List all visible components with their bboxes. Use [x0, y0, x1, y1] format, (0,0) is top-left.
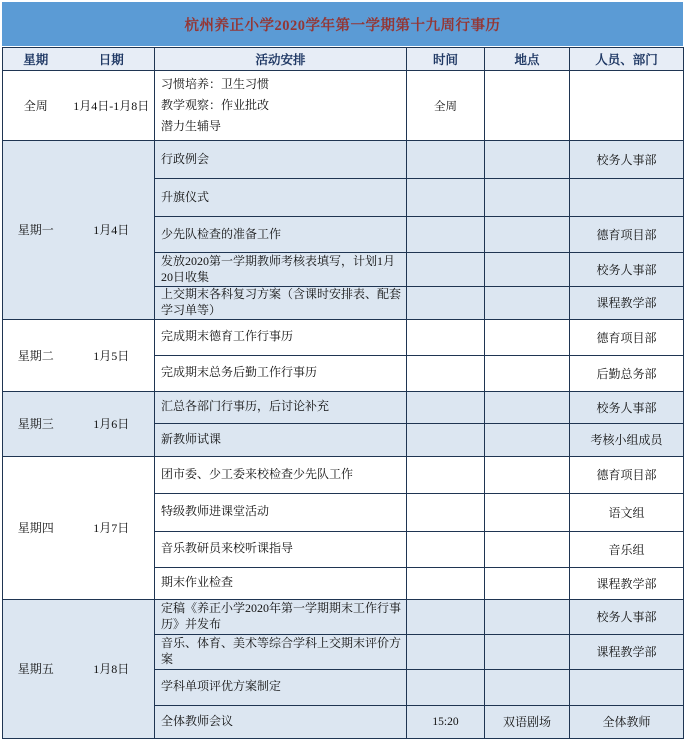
- place-cell: [485, 179, 570, 217]
- time-cell: [407, 141, 485, 179]
- people-cell: 校务人事部: [570, 391, 684, 423]
- activity-cell: 上交期末各科复习方案（含课时安排表、配套学习单等）: [155, 287, 407, 320]
- time-cell: [407, 493, 485, 531]
- place-cell: [485, 493, 570, 531]
- date-cell: 1月7日: [69, 456, 155, 599]
- place-cell: [485, 141, 570, 179]
- place-cell: [485, 217, 570, 253]
- people-cell: 校务人事部: [570, 141, 684, 179]
- table-row: [3, 141, 684, 179]
- date-cell: 1月4日-1月8日: [69, 71, 155, 141]
- people-cell: 校务人事部: [570, 599, 684, 634]
- table-header: [3, 48, 684, 71]
- activity-line: 潜力生辅导: [161, 119, 222, 133]
- place-cell: [485, 669, 570, 705]
- people-cell: 语文组: [570, 493, 684, 531]
- table-row: [3, 599, 684, 634]
- week-cell: 星期三: [3, 391, 69, 456]
- date-cell: 1月6日: [69, 391, 155, 456]
- schedule-table: [2, 47, 684, 739]
- activity-line: 习惯培养：卫生习惯: [161, 77, 270, 91]
- col-header-activity: 活动安排: [155, 48, 407, 71]
- activity-cell: 音乐教研员来校听课指导: [155, 531, 407, 567]
- time-cell: [407, 253, 485, 287]
- table-body: [3, 71, 684, 739]
- place-cell: [485, 287, 570, 320]
- date-cell: 1月4日: [69, 141, 155, 320]
- time-cell: [407, 669, 485, 705]
- people-cell: [570, 179, 684, 217]
- place-cell: [485, 423, 570, 456]
- place-cell: [485, 253, 570, 287]
- time-cell: [407, 634, 485, 669]
- col-header-date: 日期: [69, 48, 155, 71]
- people-cell: 后勤总务部: [570, 355, 684, 391]
- activity-cell: 期末作业检查: [155, 567, 407, 599]
- activity-cell: 完成期末总务后勤工作行事历: [155, 355, 407, 391]
- week-cell: 星期五: [3, 599, 69, 738]
- time-cell: [407, 456, 485, 493]
- col-header-time: 时间: [407, 48, 485, 71]
- time-cell: [407, 599, 485, 634]
- week-cell: 星期一: [3, 141, 69, 320]
- week-cell: 全周: [3, 71, 69, 141]
- activity-cell: 少先队检查的准备工作: [155, 217, 407, 253]
- people-cell: 考核小组成员: [570, 423, 684, 456]
- place-cell: [485, 391, 570, 423]
- activity-cell: 定稿《养正小学2020年第一学期期末工作行事历》并发布: [155, 599, 407, 634]
- time-cell: [407, 423, 485, 456]
- time-cell: 15:20: [407, 705, 485, 738]
- place-cell: [485, 71, 570, 141]
- people-cell: 课程教学部: [570, 634, 684, 669]
- time-cell: [407, 217, 485, 253]
- people-cell: [570, 669, 684, 705]
- people-cell: 音乐组: [570, 531, 684, 567]
- table-row: [3, 71, 684, 141]
- people-cell: 校务人事部: [570, 253, 684, 287]
- place-cell: 双语剧场: [485, 705, 570, 738]
- activity-cell: 新教师试课: [155, 423, 407, 456]
- place-cell: [485, 599, 570, 634]
- place-cell: [485, 456, 570, 493]
- time-cell: [407, 391, 485, 423]
- table-row: [3, 456, 684, 493]
- date-cell: 1月8日: [69, 599, 155, 738]
- time-cell: [407, 567, 485, 599]
- people-cell: 德育项目部: [570, 456, 684, 493]
- activity-cell: 团市委、少工委来校检查少先队工作: [155, 456, 407, 493]
- people-cell: 课程教学部: [570, 567, 684, 599]
- people-cell: 德育项目部: [570, 217, 684, 253]
- week-cell: 星期四: [3, 456, 69, 599]
- activity-cell: 行政例会: [155, 141, 407, 179]
- date-cell: 1月5日: [69, 319, 155, 391]
- place-cell: [485, 319, 570, 355]
- activity-cell: 升旗仪式: [155, 179, 407, 217]
- place-cell: [485, 531, 570, 567]
- header-row: [3, 48, 684, 71]
- activity-line: 教学观察：作业批改: [161, 98, 270, 112]
- activity-cell: 发放2020第一学期教师考核表填写，计划1月20日收集: [155, 253, 407, 287]
- activity-cell: 汇总各部门行事历，后讨论补充: [155, 391, 407, 423]
- people-cell: [570, 71, 684, 141]
- time-cell: [407, 531, 485, 567]
- activity-cell: 音乐、体育、美术等综合学科上交期末评价方案: [155, 634, 407, 669]
- people-cell: 全体教师: [570, 705, 684, 738]
- place-cell: [485, 355, 570, 391]
- col-header-people: 人员、部门: [570, 48, 684, 71]
- table-row: [3, 319, 684, 355]
- table-row: [3, 391, 684, 423]
- page-title: 杭州养正小学2020学年第一学期第十九周行事历: [2, 2, 683, 46]
- time-cell: 全周: [407, 71, 485, 141]
- activity-cell: 学科单项评优方案制定: [155, 669, 407, 705]
- time-cell: [407, 355, 485, 391]
- place-cell: [485, 567, 570, 599]
- people-cell: 课程教学部: [570, 287, 684, 320]
- time-cell: [407, 287, 485, 320]
- people-cell: 德育项目部: [570, 319, 684, 355]
- activity-cell: 完成期末德育工作行事历: [155, 319, 407, 355]
- col-header-week: 星期: [3, 48, 69, 71]
- activity-cell: 特级教师进课堂活动: [155, 493, 407, 531]
- time-cell: [407, 179, 485, 217]
- activity-cell: [155, 71, 407, 141]
- activity-cell: 全体教师会议: [155, 705, 407, 738]
- col-header-place: 地点: [485, 48, 570, 71]
- week-cell: 星期二: [3, 319, 69, 391]
- time-cell: [407, 319, 485, 355]
- place-cell: [485, 634, 570, 669]
